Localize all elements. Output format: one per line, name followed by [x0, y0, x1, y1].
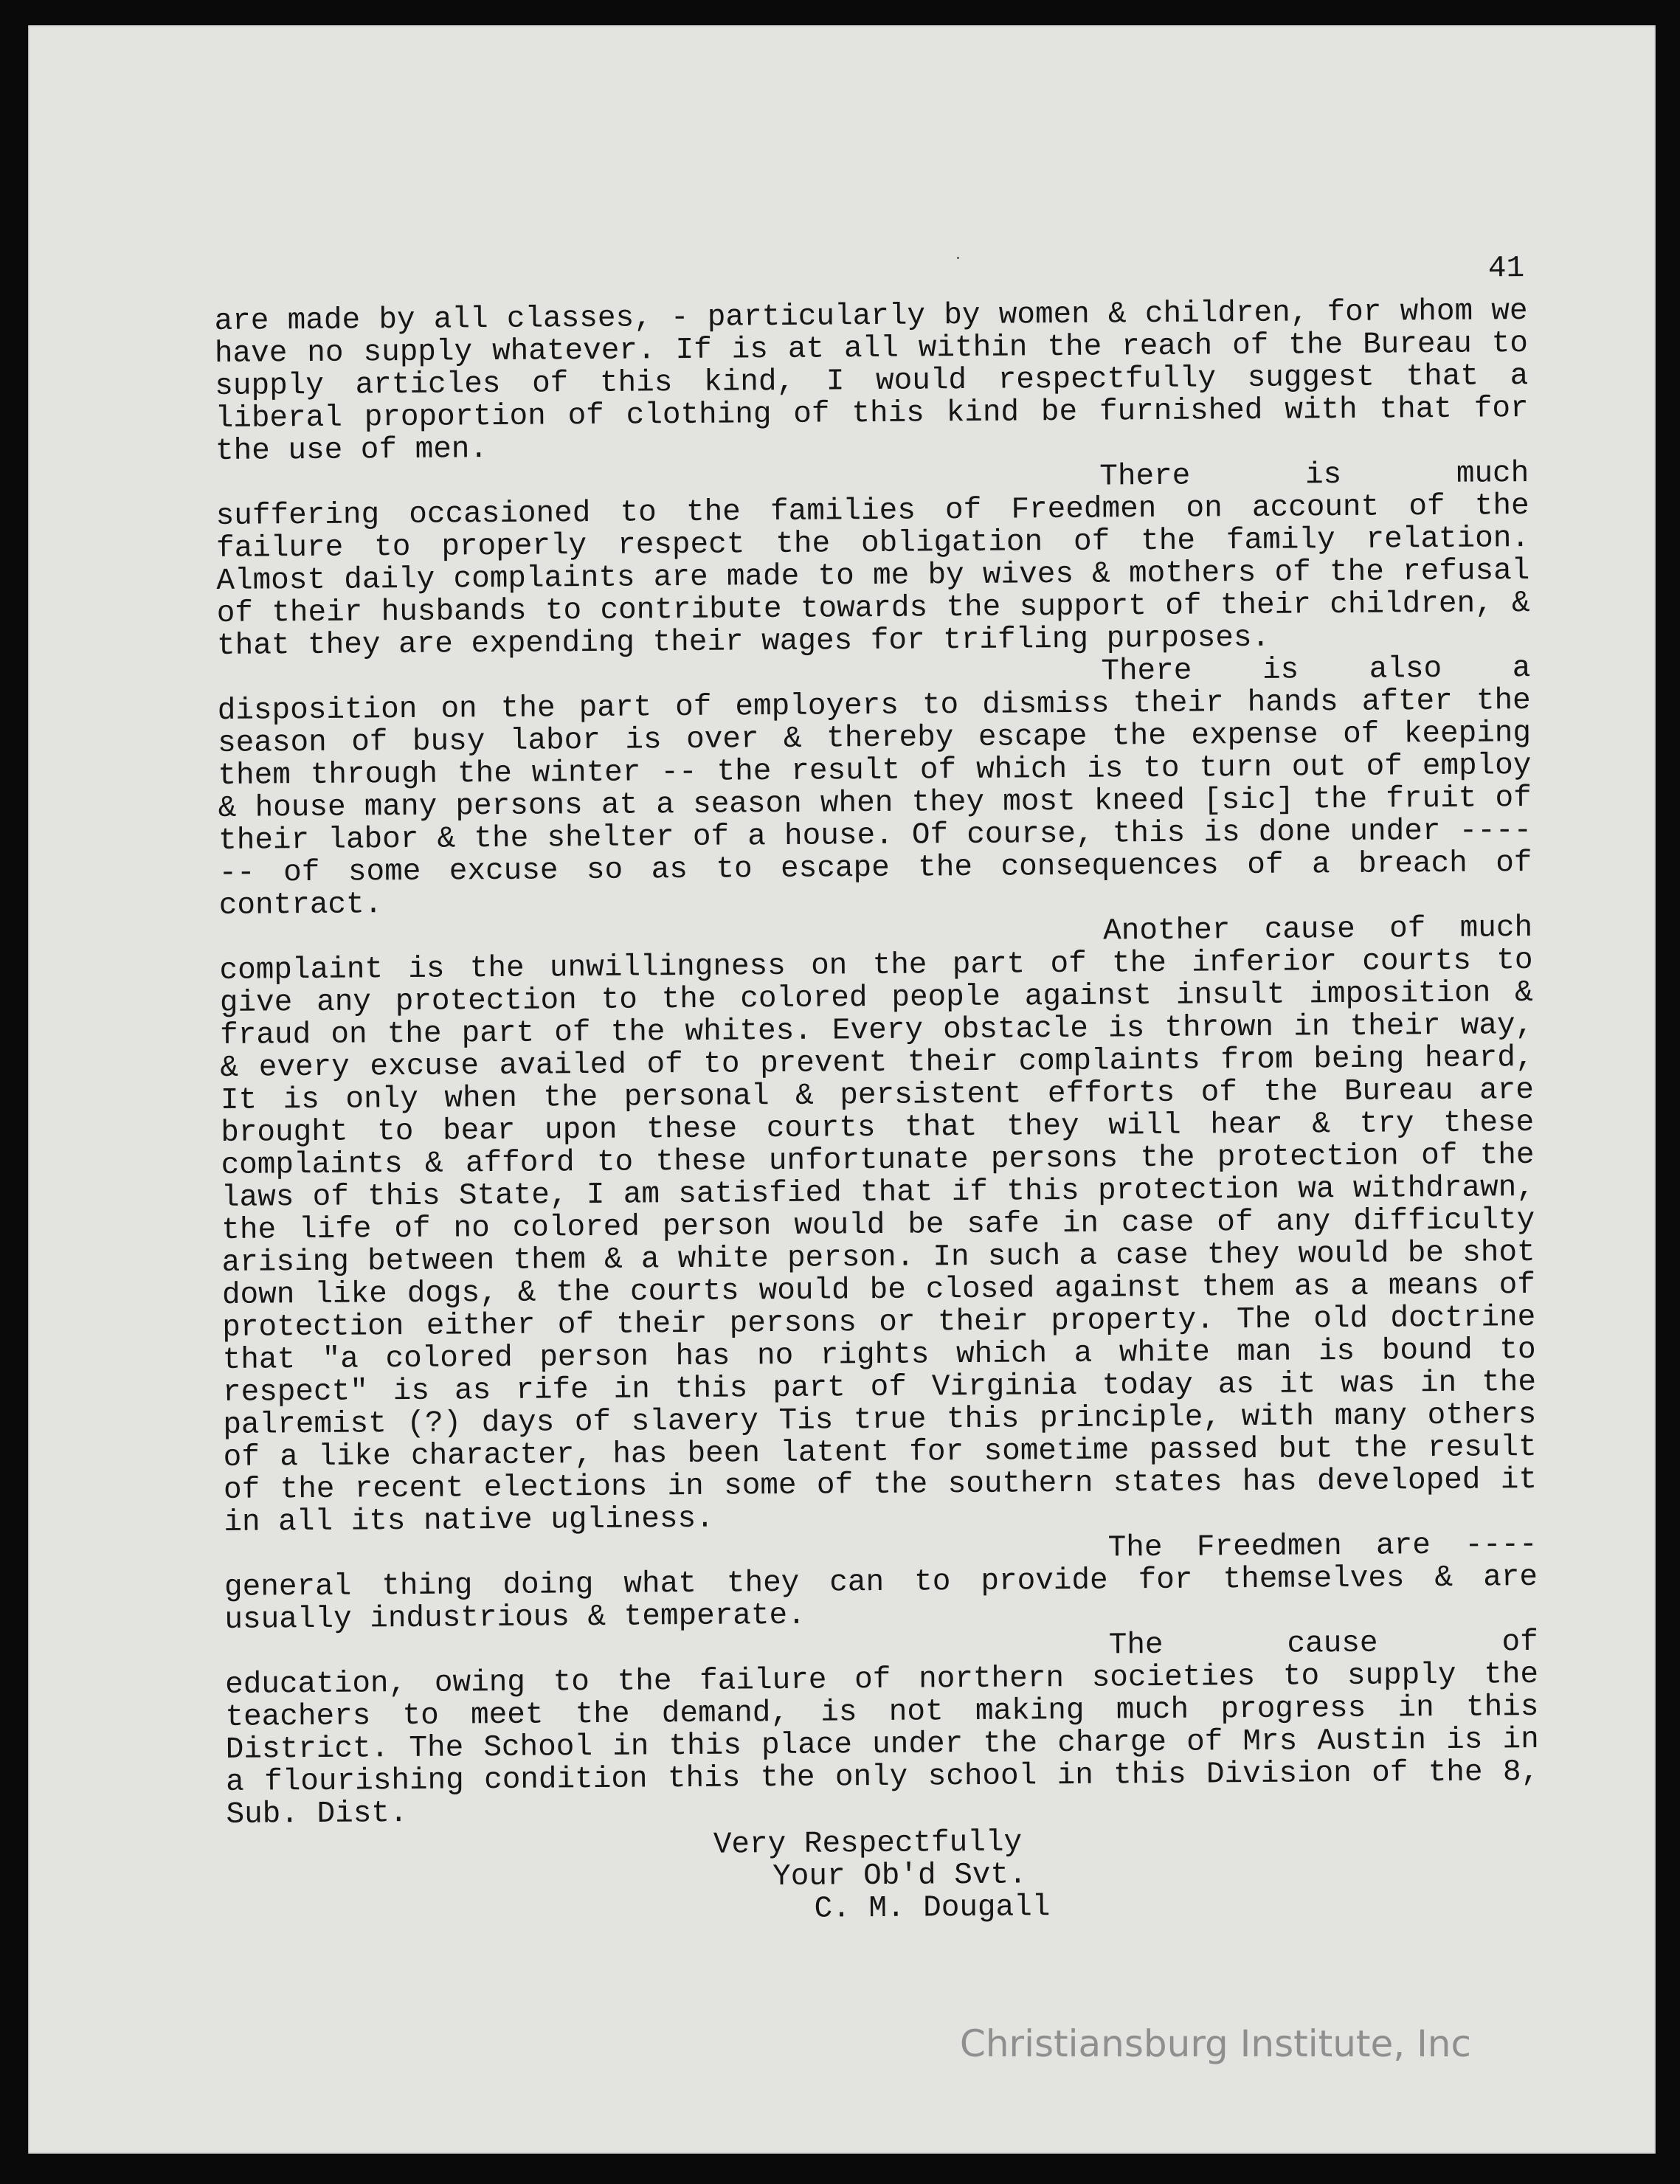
paragraph-5 [224, 1529, 1538, 1637]
paragraph-5-lead: The Freedmen are ---- [1107, 1527, 1538, 1566]
paragraph-1 [214, 295, 1529, 468]
paragraph-3-lead: There is also a [1101, 652, 1531, 689]
closing-line-2: Your Ob'd Svt. [772, 1858, 1027, 1895]
signature-name: C. M. Dougall [814, 1890, 1051, 1926]
page-number: 41 [1487, 252, 1525, 286]
document-page [28, 25, 1656, 2154]
watermark: Christiansburg Institute, Inc [959, 2022, 1471, 2065]
paragraph-6-lead: The cause of [1108, 1625, 1538, 1663]
closing-signature [227, 1822, 1541, 1930]
paragraph-4 [219, 912, 1538, 1539]
paragraph-6 [225, 1626, 1540, 1831]
paragraph-2-lead: There is much [1099, 457, 1529, 494]
paragraph-1-text: are made by all classes, - particularly by women & children, for whom we have no supply whatever. If is at all within the reach of the Bureau to supply articles of this kind, I would respectfully suggest that a liberal proportion of clothing of this kind be furnished with that for the use of men. [214, 294, 1529, 469]
paragraph-2-text: suffering occasioned to the families of Freedmen on account of the failure to properly respect the obligation of the family relation. Almost daily complaints are made to me by wives & mothers of the refusal of their husbands to contribute towards the support of their children, & that they are expending their wages for trifling purposes. [215, 489, 1530, 663]
paragraph-3 [217, 652, 1532, 922]
paragraph-6-text: education, owing to the failure of northern societies to supply the teachers to meet the demand, is not making much progress in this District. The School in this place under the charge of Mrs Austin is in a flourishing condition this the only school in this Division of the 8, Sub. Dist. [224, 1657, 1540, 1832]
paragraph-3-text: disposition on the part of employers to dismiss their hands after the season of busy labor is over & thereby escape the expense of keeping them through the winter -- the result of which is to turn out of employ & house many persons at a season when they most kneed [sic] the fruit of their labor & the shelter of a house. Of course, this is done under ------ of some excuse so as to escape the consequences of a breach of contract. [217, 684, 1532, 923]
closing-line-1: Very Respectfully [713, 1825, 1023, 1862]
paragraph-2 [215, 457, 1530, 663]
paragraph-4-text: complaint is the unwillingness on the part of the inferior courts to give any protection to the colored people against insult imposition & fraud on the part of the whites. Every obstacle is thrown in their way, & every excuse availed of to prevent their complaints from being heard, It is only when the personal & persistent efforts of the Bureau are brought to bear upon these courts that they will hear & try these complaints & afford to these unfortunate persons the protection of the laws of this State, I am satisfied that if this protection wa withdrawn, the life of no colored person would be safe in case of any difficulty arising between them & a white person. In such a case they would be shot down like dogs, & the courts would be closed against them as a means of protection either of their persons or their property. The old doctrine that "a colored person has no rights which a white man is bound to respect" is as rife in this part of Virginia today as it was in the palremist (?) days of slavery Tis true this principle, with many others of a like character, has been latent for sometime passed but the result of the recent elections in some of the southern states has developed it in all its native ugliness. [219, 943, 1538, 1540]
paragraph-4-lead: Another cause of much [1102, 910, 1533, 949]
paragraph-5-text: general thing doing what they can to provide for themselves & are usually industrious & temperate. [224, 1560, 1538, 1637]
letter-body [214, 252, 1541, 1930]
